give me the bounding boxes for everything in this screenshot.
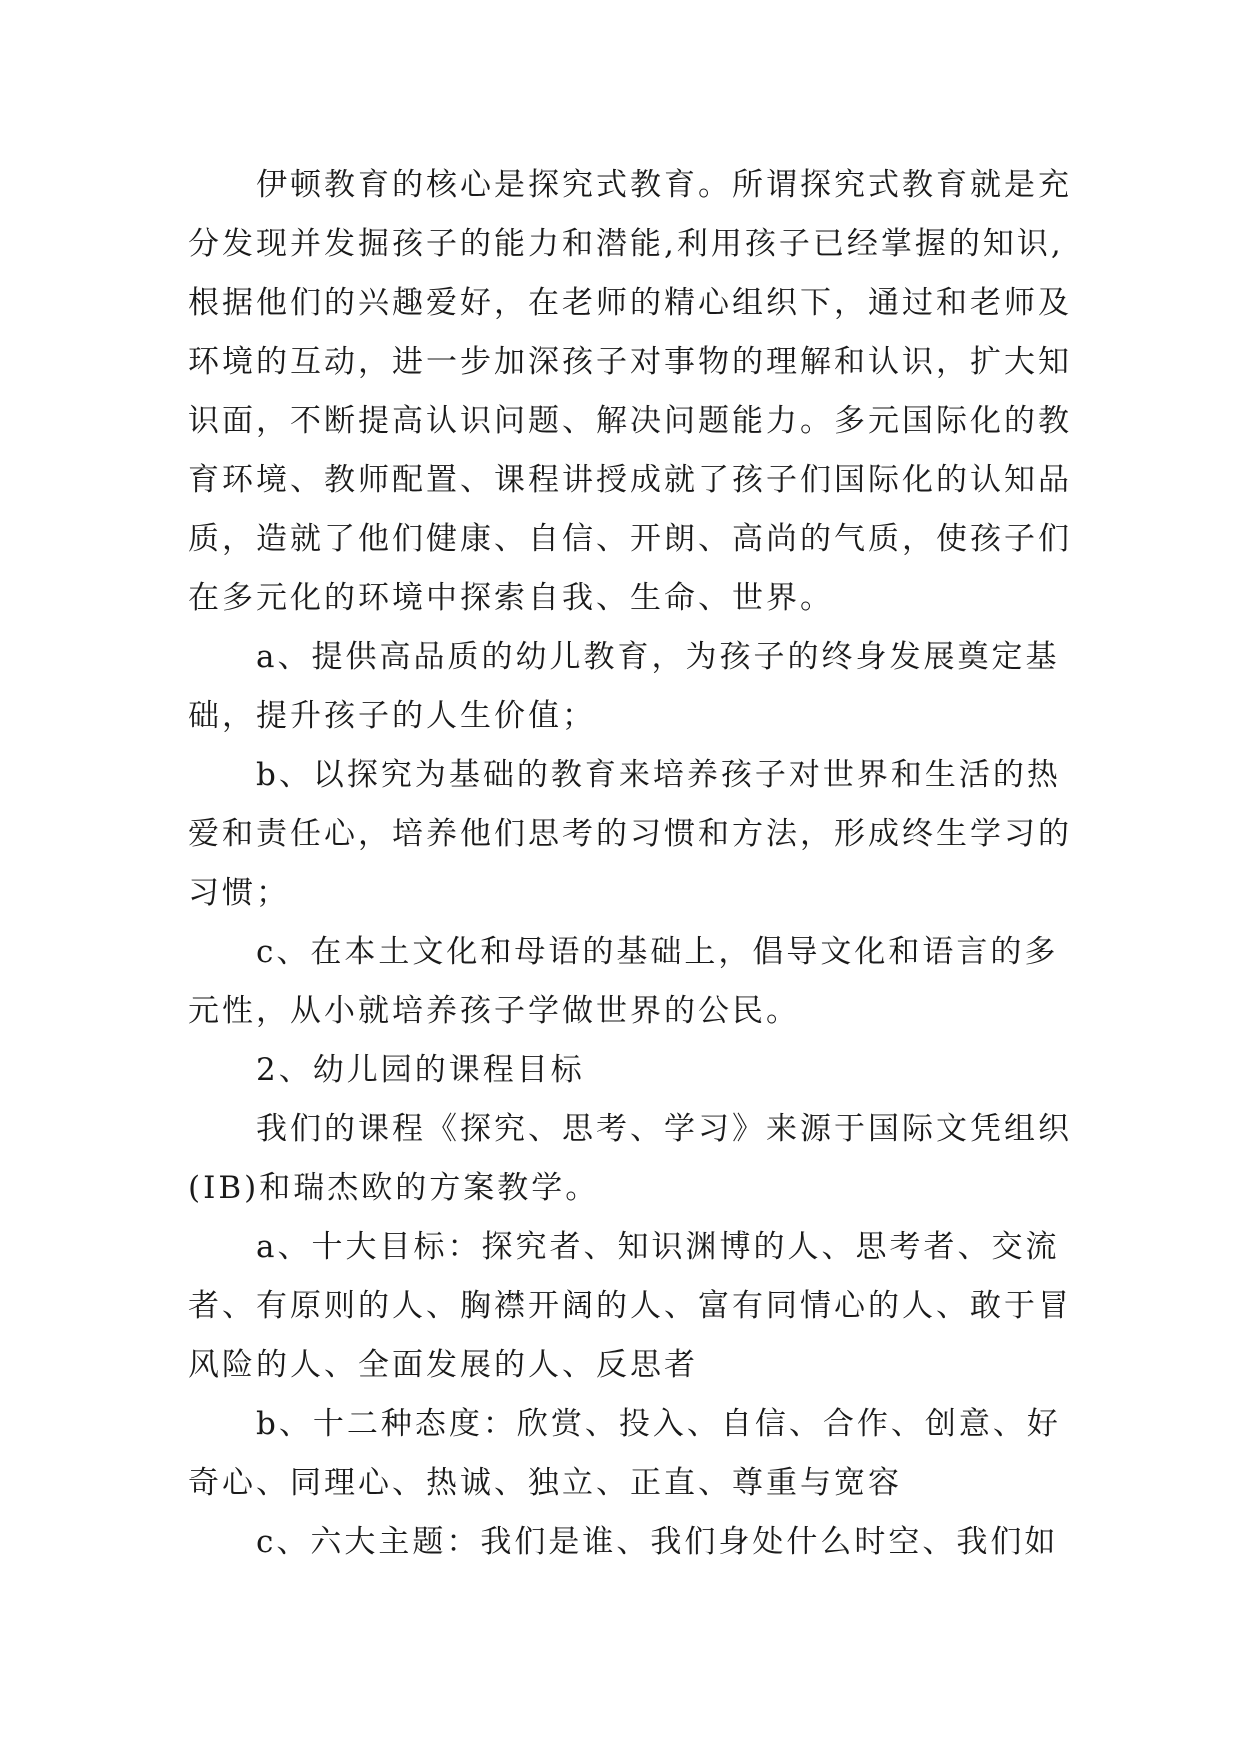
text-line: 分发现并发掘孩子的能力和潜能,利用孩子已经掌握的知识,: [188, 226, 1064, 262]
text-line: 奇心、同理心、热诚、独立、正直、尊重与宽容: [188, 1465, 902, 1501]
text-line: 识面，不断提高认识问题、解决问题能力。多元国际化的教: [188, 403, 1072, 439]
text-line: 础，提升孩子的人生价值；: [188, 698, 596, 734]
text-line: 我们的课程《探究、思考、学习》来源于国际文凭组织: [256, 1111, 1072, 1147]
text-line: c、六大主题：我们是谁、我们身处什么时空、我们如: [256, 1524, 1059, 1560]
text-line: a、十大目标：探究者、知识渊博的人、思考者、交流: [256, 1229, 1060, 1265]
text-line: 爱和责任心，培养他们思考的习惯和方法，形成终生学习的: [188, 816, 1072, 852]
text-line: a、提供高品质的幼儿教育，为孩子的终身发展奠定基: [256, 639, 1060, 675]
text-line: (IB)和瑞杰欧的方案教学。: [188, 1170, 600, 1206]
text-line: 伊顿教育的核心是探究式教育。所谓探究式教育就是充: [256, 167, 1072, 203]
text-line: b、十二种态度：欣赏、投入、自信、合作、创意、好: [256, 1406, 1061, 1442]
text-line: 根据他们的兴趣爱好，在老师的精心组织下，通过和老师及: [188, 285, 1072, 321]
text-line: 环境的互动，进一步加深孩子对事物的理解和认识，扩大知: [188, 344, 1072, 380]
text-line: 习惯；: [188, 875, 290, 911]
text-line: 者、有原则的人、胸襟开阔的人、富有同情心的人、敢于冒: [188, 1288, 1072, 1324]
text-line: 质，造就了他们健康、自信、开朗、高尚的气质，使孩子们: [188, 521, 1072, 557]
section-heading: 2、幼儿园的课程目标: [256, 1052, 585, 1088]
text-line: 在多元化的环境中探索自我、生命、世界。: [188, 580, 834, 616]
text-line: c、在本土文化和母语的基础上，倡导文化和语言的多: [256, 934, 1059, 970]
text-line: 元性，从小就培养孩子学做世界的公民。: [188, 993, 800, 1029]
body-text: [188, 156, 1072, 1572]
text-line: 育环境、教师配置、课程讲授成就了孩子们国际化的认知品: [188, 462, 1072, 498]
text-line: 风险的人、全面发展的人、反思者: [188, 1347, 698, 1383]
text-line: b、以探究为基础的教育来培养孩子对世界和生活的热: [256, 757, 1061, 793]
